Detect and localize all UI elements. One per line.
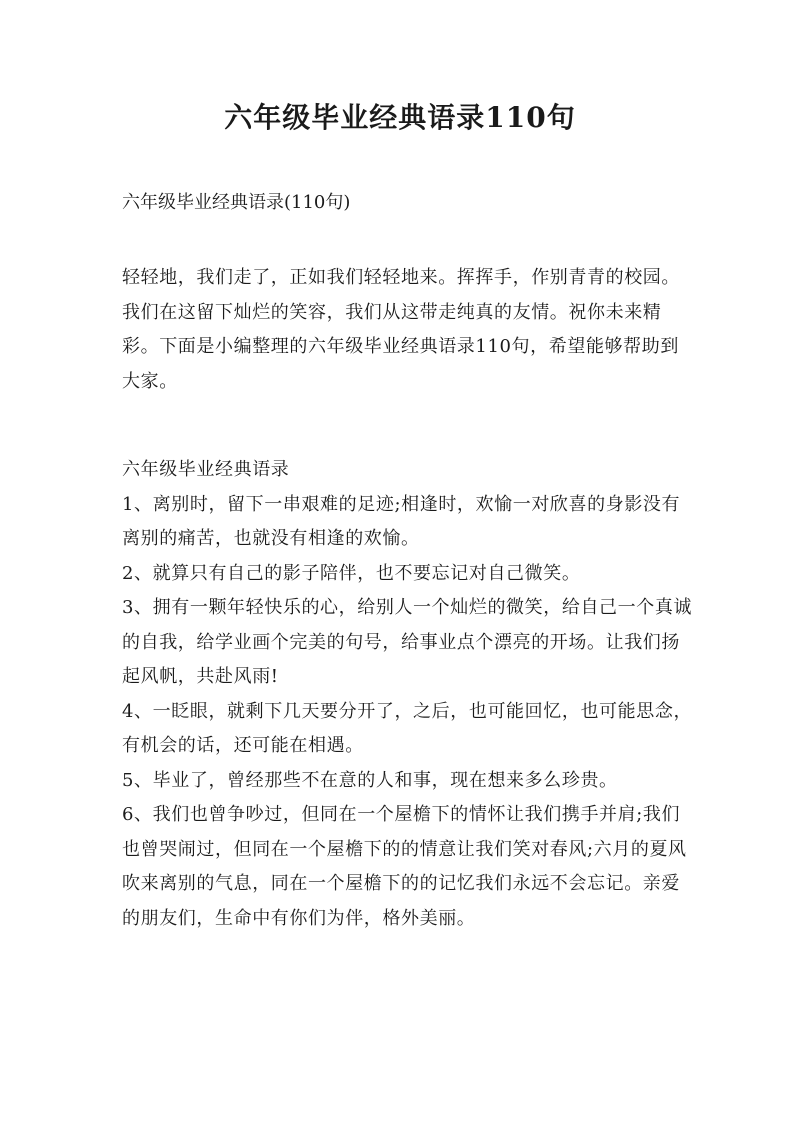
- quote-item-2: 2、就算只有自己的影子陪伴，也不要忘记对自己微笑。: [122, 562, 581, 584]
- quotes-section: [122, 453, 696, 936]
- intro-paragraph: 轻轻地，我们走了，正如我们轻轻地来。挥挥手，作别青青的校园。我们在这留下灿烂的笑容，我们从这带走纯真的友情。祝你未来精彩。下面是小编整理的六年级毕业经典语录110句，希望能够帮助到大家。: [122, 267, 680, 392]
- document-subtitle: 六年级毕业经典语录(110句): [122, 192, 351, 213]
- section-heading: 六年级毕业经典语录: [122, 459, 290, 480]
- document-title: 六年级毕业经典语录110句: [224, 101, 576, 134]
- quote-item-5: 5、毕业了，曾经那些不在意的人和事，现在想来多么珍贵。: [122, 769, 618, 791]
- quote-item-4: 4、一眨眼，就剩下几天要分开了，之后，也可能回忆，也可能思念，有机会的话，还可能在相遇。: [122, 700, 693, 756]
- quote-item-1: 1、离别时，留下一串艰难的足迹;相逢时，欢愉一对欣喜的身影没有离别的痛苦，也就没有相逢的欢愉。: [122, 493, 681, 549]
- quote-item-6: 6、我们也曾争吵过，但同在一个屋檐下的情怀让我们携手并肩;我们也曾哭闹过，但同在一个屋檐下的的情意让我们笑对春风;六月的夏风吹来离别的气息，同在一个屋檐下的的记忆我们永远不会忘记。亲爱的朋友们，生命中有你们为伴，格外美丽。: [122, 804, 687, 929]
- quote-item-3: 3、拥有一颗年轻快乐的心，给别人一个灿烂的微笑，给自己一个真诚的自我，给学业画个完美的句号，给事业点个漂亮的开场。让我们扬起风帆，共赴风雨!: [122, 597, 693, 687]
- quote-list: [122, 488, 696, 937]
